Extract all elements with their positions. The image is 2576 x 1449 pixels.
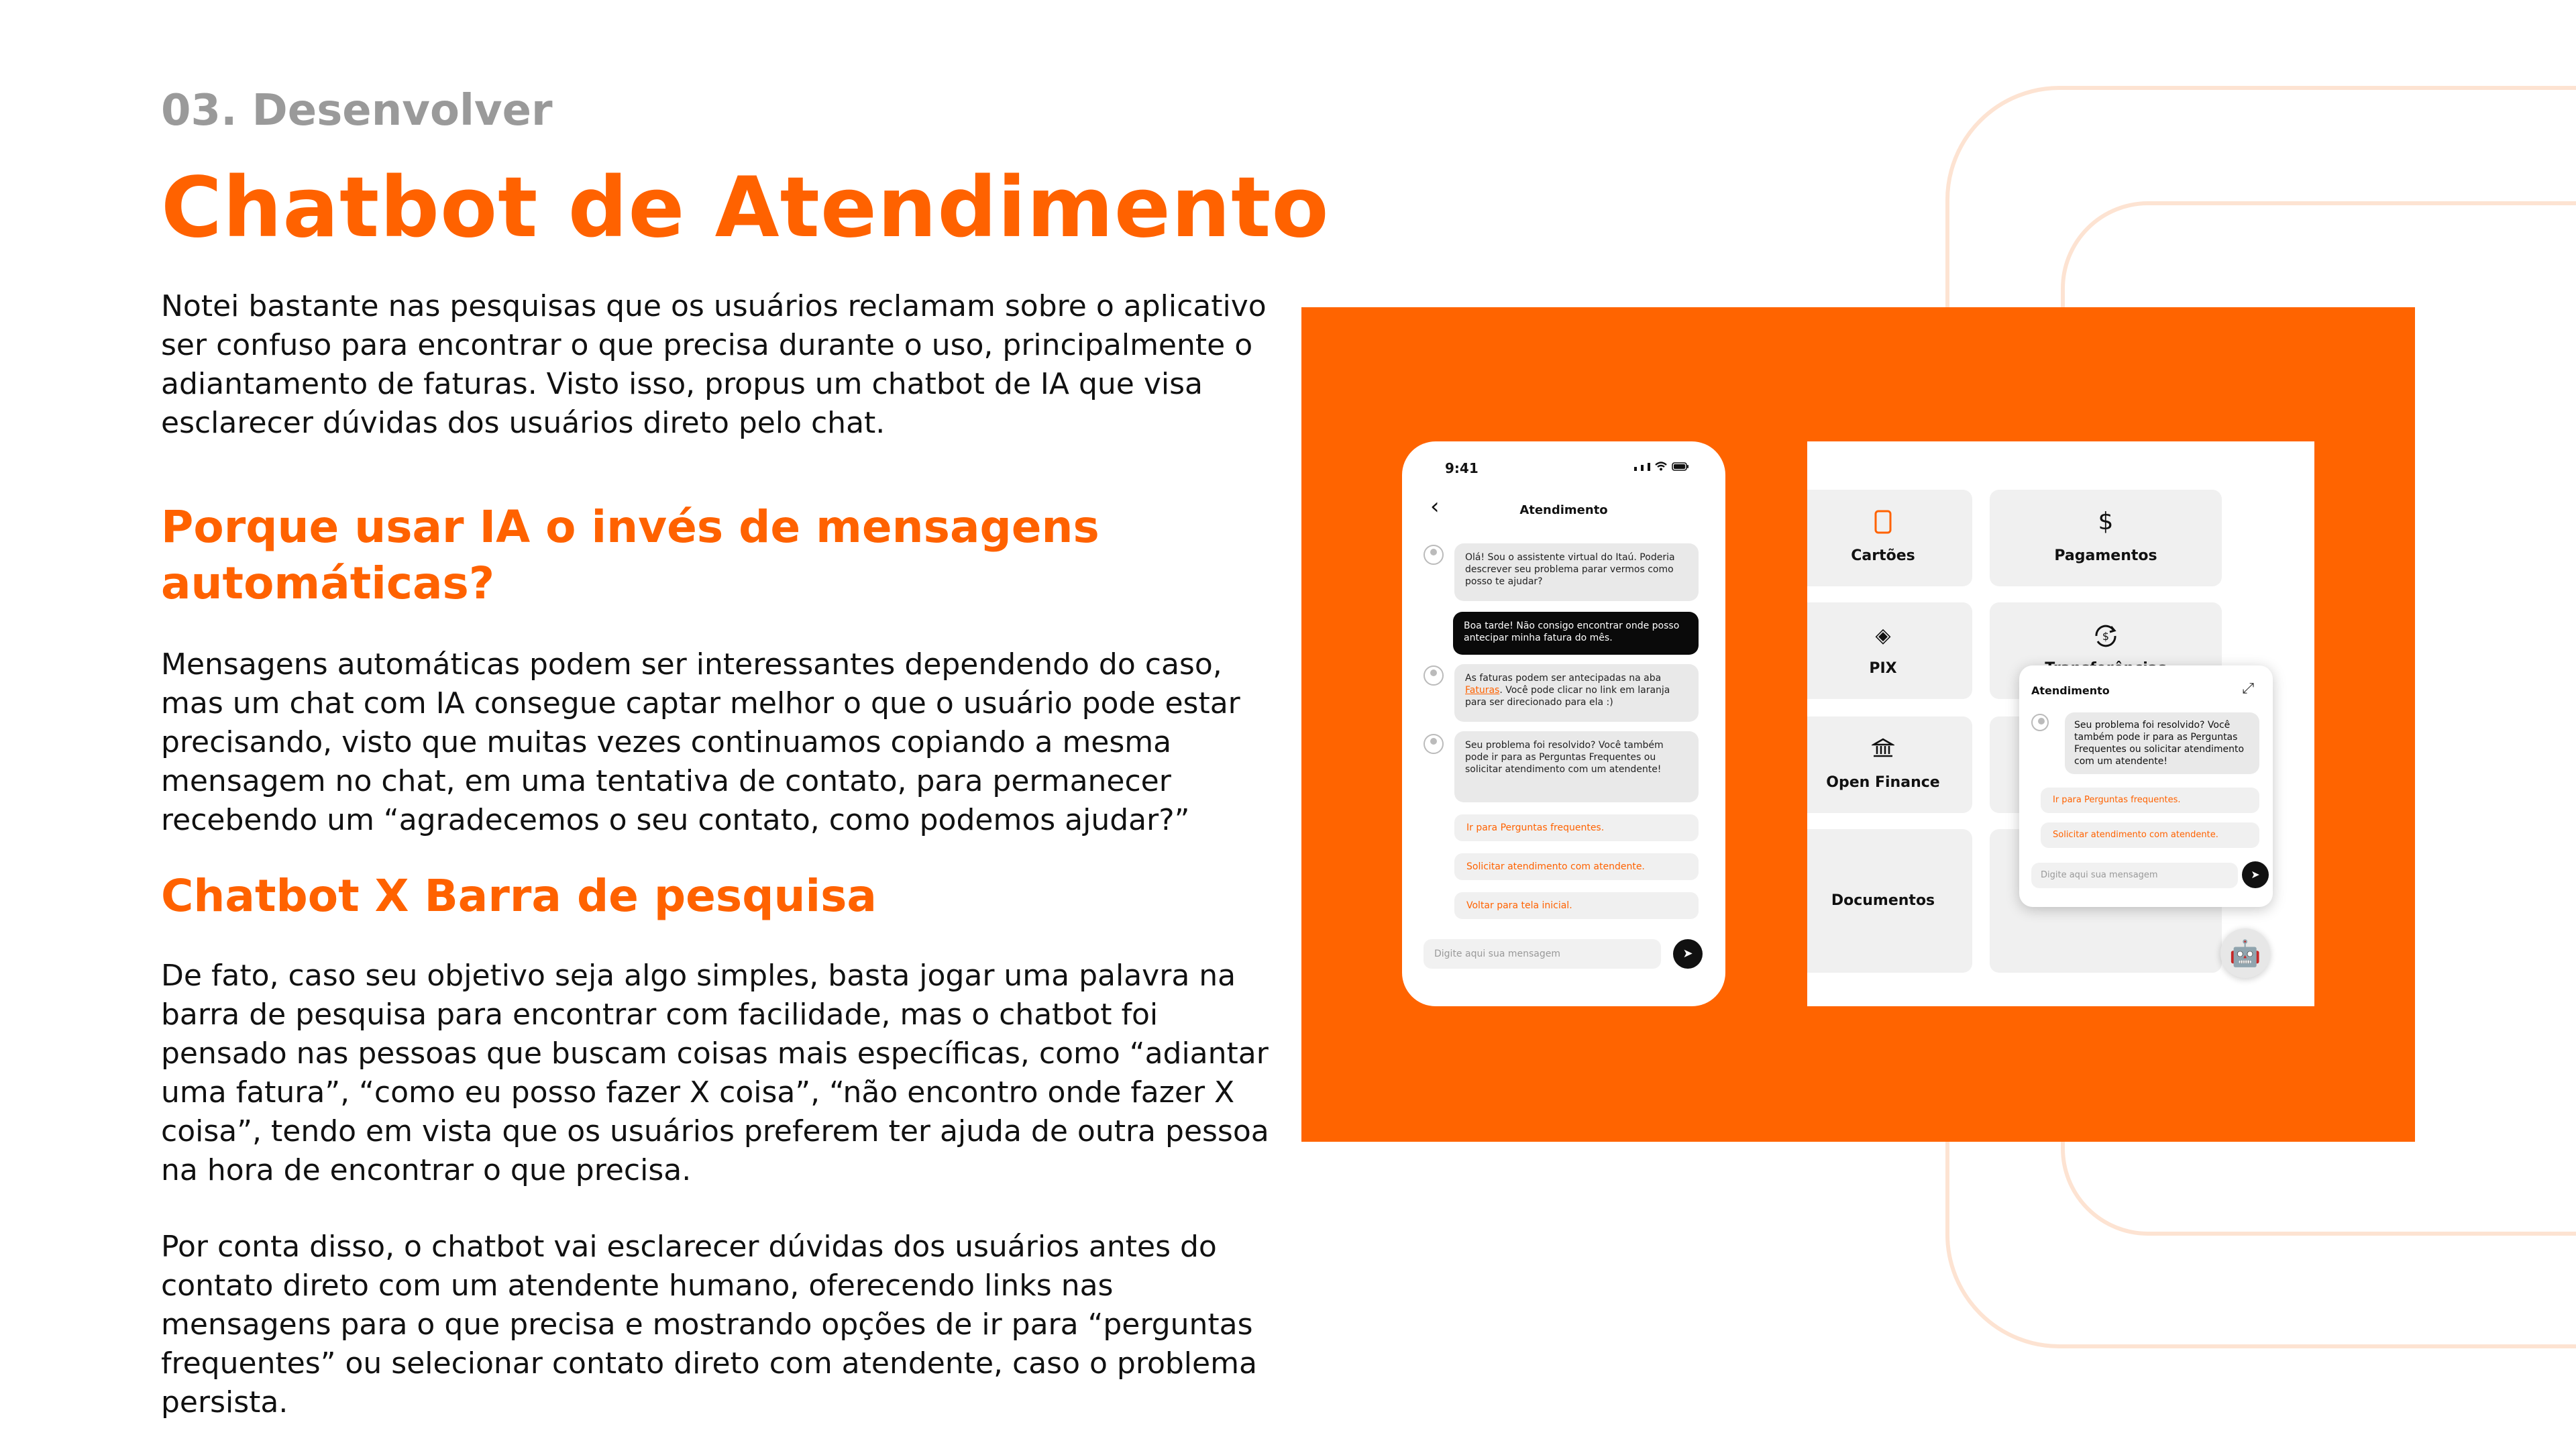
pix-icon: ◈ [1875,624,1891,647]
section1-heading: Porque usar IA o invés de mensagens automáticas? [161,501,1099,609]
chat-widget-title: Atendimento [2031,684,2110,697]
dollar-icon: $ [2098,508,2114,535]
faq-option[interactable]: Ir para Perguntas frequentes. [1454,814,1699,841]
back-chevron-icon[interactable]: ‹ [1430,493,1440,520]
svg-text:$: $ [2102,630,2110,643]
app-home-mockup [1807,441,2314,1006]
faturas-link[interactable]: Faturas [1465,685,1500,696]
bot-message-with-link [1454,664,1699,722]
section2-heading: Chatbot X Barra de pesquisa [161,870,877,922]
tile-documentos[interactable] [1807,829,1972,973]
page-title: Chatbot de Atendimento [161,160,1330,256]
bot-avatar-icon [1424,734,1444,754]
section-kicker: 03. Desenvolver [161,86,553,136]
bot-avatar-icon [1424,665,1444,686]
section2-body1: De fato, caso seu objetivo seja algo simples, basta jogar uma palavra na barra de pesquisa para encontrar com facilidade, mas o chatbot foi pensado nas pessoas que buscam coisas mais específicas, como “adiantar uma fatura”, “como eu posso fazer X coisa”, “não encontro onde fazer X coisa”, tendo em vista que os usuários preferem ter ajuda de outra pessoa na hora de encontrar o que precisa. [161,959,1269,1187]
battery-icon [1672,462,1689,471]
chat-title: Atendimento [1519,503,1608,517]
home-option[interactable]: Voltar para tela inicial. [1454,892,1699,919]
tile-cartoes[interactable] [1807,490,1972,586]
section2-body2: Por conta disso, o chatbot vai esclarecer dúvidas dos usuários antes do contato direto com um atendente humano, oferecendo links nas mensagens para o que precisa e mostrando opções de ir para “perguntas frequentes” ou selecionar contato direto com atendente, caso o problema persista. [161,1230,1257,1419]
section1-body: Mensagens automáticas podem ser interessantes dependendo do caso, mas um chat com IA consegue captar melhor o que o usuário pode estar precisando, visto que muitas vezes continuamos copiando a mesma mensagem no chat, em uma tentativa de contato, para permanecer recebendo um “agradecemos o seu contato, como podemos ajudar?” [161,647,1240,837]
faq-option[interactable]: Ir para Perguntas frequentes. [2041,788,2259,813]
tile-pagamentos[interactable] [1990,490,2222,586]
phone-mockup [1402,441,1725,1006]
status-time: 9:41 [1445,460,1479,476]
robot-icon[interactable]: 🤖 [2220,928,2270,978]
tile-label: Documentos [1831,892,1935,909]
message-input[interactable]: Digite aqui sua mensagem [2031,863,2238,888]
status-icons [1634,462,1689,471]
chat-widget [2019,665,2273,907]
attendant-option[interactable]: Solicitar atendimento com atendente. [1454,853,1699,880]
bank-icon [1807,737,1972,765]
bot-avatar-icon [1424,545,1444,565]
bot-message-text: As faturas podem ser antecipadas na aba [1465,673,1662,684]
intro-paragraph: Notei bastante nas pesquisas que os usuários reclamam sobre o aplicativo ser confuso para encontrar o que precisa durante o uso, principalmente o adiantamento de faturas. Visto isso, propus um chatbot de IA que visa esclarecer dúvidas dos usuários direto pelo chat. [161,289,1267,440]
tile-label: Cartões [1851,547,1915,564]
bot-message: Olá! Sou o assistente virtual do Itaú. Poderia descrever seu problema parar vermos como posso te ajudar? [1454,543,1699,601]
card-icon [1807,508,1972,541]
bot-message: Seu problema foi resolvido? Você também pode ir para as Perguntas Frequentes ou solicitar atendimento com um atendente! [2065,712,2259,774]
bot-message-text: . Você pode clicar no link em laranja para ser direcionado para ela :) [1465,685,1670,708]
tile-label: Pagamentos [2054,547,2157,564]
user-message: Boa tarde! Não consigo encontrar onde posso antecipar minha fatura do mês. [1453,612,1699,655]
tile-pix[interactable] [1807,602,1972,699]
send-icon[interactable]: ➤ [1673,939,1703,969]
message-input[interactable]: Digite aqui sua mensagem [1424,939,1661,969]
wifi-icon [1654,462,1668,471]
tile-label: Open Finance [1826,774,1940,791]
send-icon[interactable]: ➤ [2242,861,2269,888]
expand-icon[interactable]: ⤢ [2242,680,2254,697]
bot-message: Seu problema foi resolvido? Você também pode ir para as Perguntas Frequentes ou solicitar atendimento com um atendente! [1454,731,1699,802]
transfer-icon [1990,621,2222,657]
tile-open-finance[interactable] [1807,716,1972,813]
tile-label: PIX [1869,660,1897,677]
attendant-option[interactable]: Solicitar atendimento com atendente. [2041,822,2259,848]
bot-avatar-icon [2031,714,2049,731]
